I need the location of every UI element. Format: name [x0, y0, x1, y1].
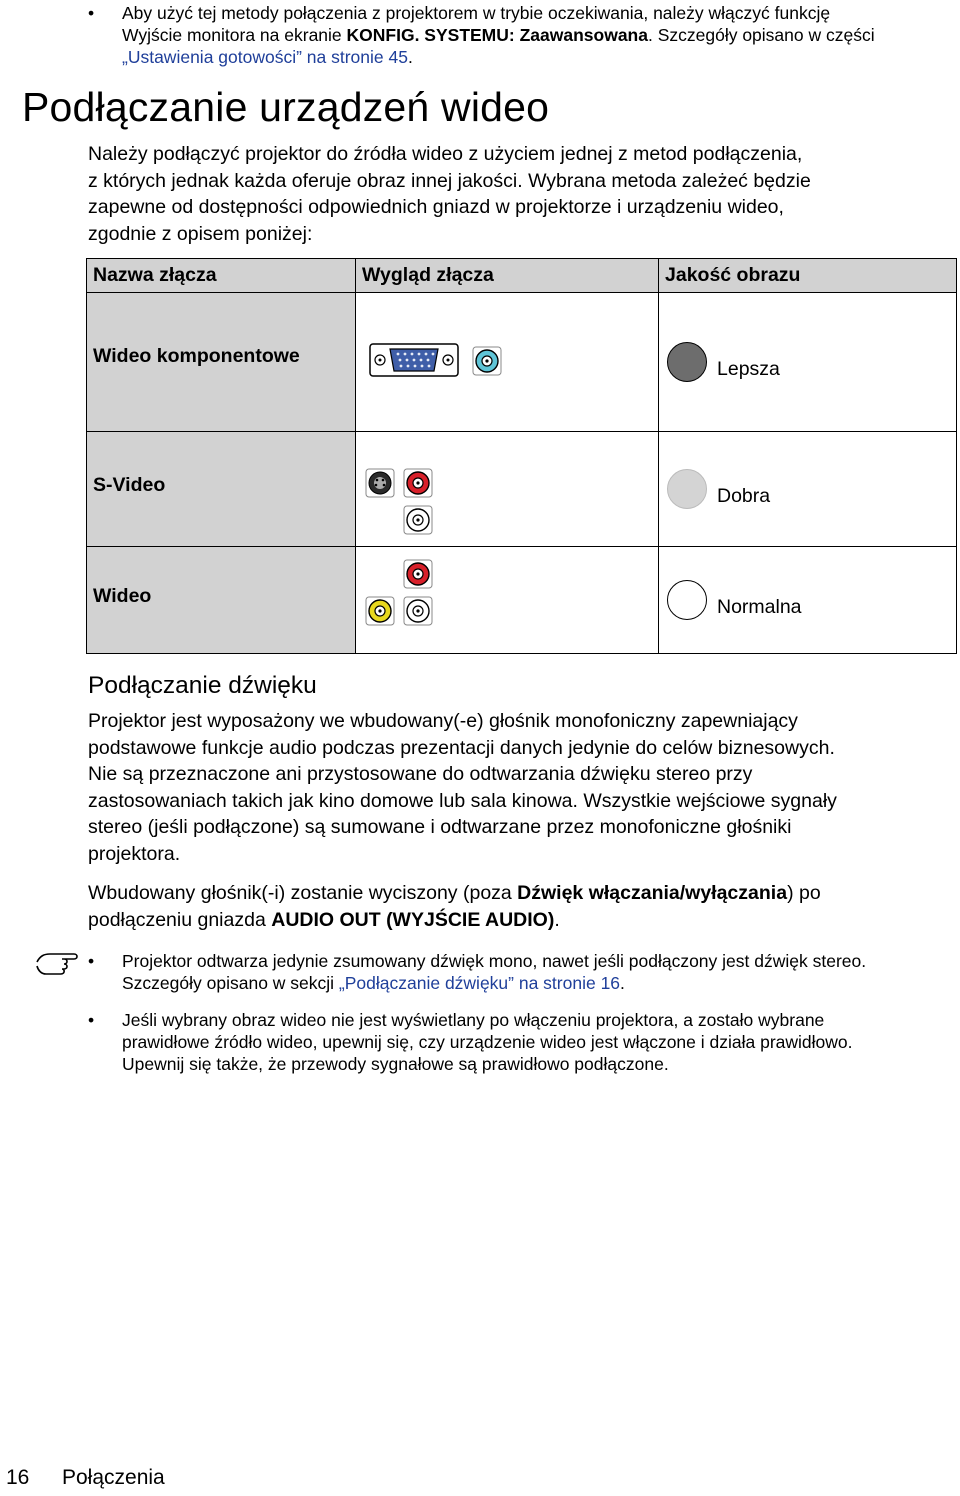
intro-paragraph: Należy podłączyć projektor do źródła wideo z użyciem jednej z metod podłączenia, z których jednak każda oferuje obraz innej jakości. Wybrana metoda zależeć będzie zapewne od dostępności odpowiednich gniazd w projektorze i urządzeniu wideo, zgodnie z opisem poniżej:	[88, 143, 811, 245]
page-title: Podłączanie urządzeń wideo	[22, 84, 550, 130]
audio-connection-link[interactable]: „Podłączanie dźwięku” na stronie 16	[338, 973, 621, 993]
bullet-dot: •	[88, 1010, 95, 1030]
header-connector-look: Wygląd złącza	[356, 259, 659, 293]
table-row	[87, 432, 957, 547]
table-header-row	[87, 259, 957, 293]
audio-paragraph-1: Projektor jest wyposażony we wbudowany(-e) głośnik monofoniczny zapewniający podstawowe funkcje audio podczas prezentacji danych jedynie do celów biznesowych. Nie są przeznaczone ani przystosowane do odtwarzania dźwięku stereo przy zastosowaniach takich jak kino domowe lub sala kinowa. Wszystkie wejściowe sygnały stereo (jeśli podłączone) są sumowane i odtwarzane przez monofoniczne głośniki projektora.	[88, 710, 837, 865]
connector-name: S-Video	[87, 432, 356, 547]
vga-port-icon	[356, 293, 658, 429]
note-hand-icon	[34, 944, 84, 978]
table-row	[87, 293, 957, 432]
page-number: 16	[6, 1466, 30, 1489]
table-row	[87, 547, 957, 654]
top-note-line2: Wyjście monitora na ekranie KONFIG. SYSTEMU: Zaawansowana. Szczegóły opisano w części	[122, 25, 875, 45]
svideo-port-icon	[356, 432, 658, 544]
component-connector-image	[356, 293, 659, 432]
quality-good-icon	[667, 469, 707, 509]
connector-name: Wideo	[87, 547, 356, 654]
quality-better-icon	[667, 342, 707, 382]
quality-cell	[659, 432, 957, 547]
top-note	[88, 2, 958, 68]
audio-paragraph-2: Wbudowany głośnik(-i) zostanie wyciszony (poza Dźwięk włączania/wyłączania) po podłączeniu gniazda AUDIO OUT (WYJŚCIE AUDIO).	[88, 882, 821, 931]
standby-settings-link[interactable]: „Ustawienia gotowości” na stronie 45	[122, 47, 408, 67]
connection-table	[86, 258, 957, 654]
notes-list	[88, 950, 958, 1075]
header-image-quality: Jakość obrazu	[659, 259, 957, 293]
composite-port-icon	[356, 547, 658, 651]
top-note-line3: „Ustawienia gotowości” na stronie 45.	[122, 47, 413, 67]
quality-normal-icon	[667, 580, 707, 620]
svideo-connector-image	[356, 432, 659, 547]
quality-cell	[659, 547, 957, 654]
bullet-dot: •	[88, 951, 95, 971]
chapter-name: Połączenia	[62, 1466, 165, 1489]
video-connector-image	[356, 547, 659, 654]
note-item: • Jeśli wybrany obraz wideo nie jest wyświetlany po włączeniu projektora, a zostało wybrane prawidłowe źródło wideo, upewnij się, czy urządzenie wideo jest włączone i działa prawidłowo. Upewnij się także, że przewody sygnałowe są prawidłowo podłączone.	[88, 1010, 853, 1074]
top-note-line1: Aby użyć tej metody połączenia z projektorem w trybie oczekiwania, należy włączyć funkcję	[122, 3, 831, 23]
note-item: • Projektor odtwarza jedynie zsumowany dźwięk mono, nawet jeśli podłączony jest dźwięk stereo. Szczegóły opisano w sekcji „Podłączanie dźwięku” na stronie 16.	[88, 951, 867, 993]
quality-label: Dobra	[717, 484, 771, 507]
audio-section-title: Podłączanie dźwięku	[88, 672, 317, 699]
header-connector-name: Nazwa złącza	[87, 259, 356, 293]
connector-name: Wideo komponentowe	[87, 293, 356, 432]
quality-label: Lepsza	[717, 357, 780, 380]
quality-cell	[659, 293, 957, 432]
quality-label: Normalna	[717, 595, 802, 618]
bullet-dot: •	[88, 3, 95, 23]
